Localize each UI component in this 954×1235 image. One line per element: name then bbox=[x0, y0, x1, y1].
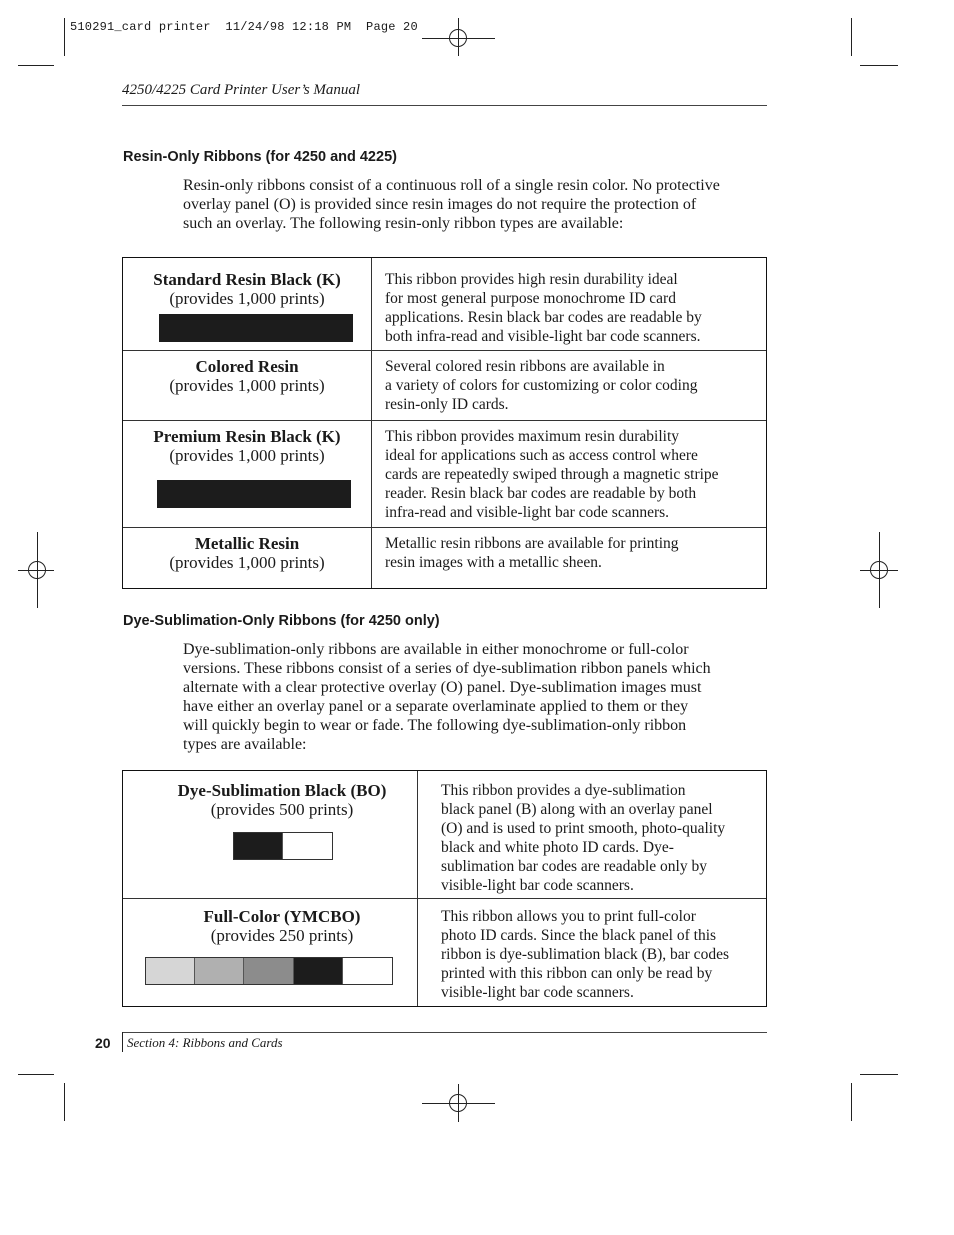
black-panel bbox=[159, 314, 353, 342]
black-panel bbox=[157, 480, 351, 508]
cyan-panel bbox=[244, 958, 293, 984]
table-row bbox=[123, 527, 766, 589]
footer-rule bbox=[122, 1032, 767, 1033]
bo-ribbon-swatch bbox=[233, 832, 333, 860]
ribbon-description: This ribbon provides maximum resin durability ideal for applications such as access control where cards are repeatedly swiped through a magnetic stripe reader. Resin black bar codes are readable by both infra-read and visible-light bar code scanners. bbox=[385, 428, 719, 521]
ribbon-name: Colored Resin bbox=[195, 357, 299, 376]
dye-sub-ribbon-table bbox=[122, 770, 767, 1007]
header-rule bbox=[122, 105, 767, 106]
black-panel bbox=[294, 958, 343, 984]
table-row bbox=[123, 420, 766, 528]
black-ribbon-swatch bbox=[159, 314, 353, 342]
ribbon-prints: (provides 1,000 prints) bbox=[169, 446, 325, 465]
ribbon-description: Metallic resin ribbons are available for printing resin images with a metallic sheen. bbox=[385, 535, 679, 571]
resin-intro-paragraph: Resin-only ribbons consist of a continuous roll of a single resin color. No protective overlay panel (O) is provided since resin images do not require the protection of such an overlay. The following resin-only ribbon types are available: bbox=[183, 177, 720, 232]
ribbon-description: This ribbon provides high resin durability ideal for most general purpose monochrome ID card applications. Resin black bar codes are readable by both infra-read and visible-light bar code scanners. bbox=[385, 271, 702, 345]
black-ribbon-swatch bbox=[157, 480, 351, 508]
footer-divider bbox=[122, 1032, 123, 1052]
table-row bbox=[123, 350, 766, 421]
ribbon-name: Standard Resin Black (K) bbox=[153, 270, 341, 289]
resin-ribbon-table bbox=[122, 257, 767, 589]
ribbon-description: Several colored resin ribbons are available in a variety of colors for customizing or color coding resin-only ID cards. bbox=[385, 358, 698, 413]
ribbon-name: Metallic Resin bbox=[194, 534, 300, 553]
printer-slug-line: 510291_card printer 11/24/98 12:18 PM Page 20 bbox=[70, 20, 418, 34]
ribbon-prints: (provides 500 prints) bbox=[210, 800, 354, 819]
ymcbo-ribbon-swatch bbox=[145, 957, 393, 985]
ribbon-description: This ribbon allows you to print full-color photo ID cards. Since the black panel of this ribbon is dye-sublimation black (B), bar codes printed with this ribbon can only be read by visible-light bar code scanners. bbox=[441, 908, 729, 1001]
overlay-panel bbox=[283, 833, 332, 859]
page-number: 20 bbox=[95, 1035, 111, 1051]
overlay-panel bbox=[343, 958, 392, 984]
section-title-dye-sub: Dye-Sublimation-Only Ribbons (for 4250 only) bbox=[123, 613, 440, 629]
running-head: 4250/4225 Card Printer User’s Manual bbox=[122, 82, 361, 98]
ribbon-prints: (provides 250 prints) bbox=[210, 926, 354, 945]
black-panel bbox=[234, 833, 283, 859]
table-row bbox=[123, 771, 766, 898]
table-row bbox=[123, 898, 766, 1007]
table-row bbox=[123, 258, 766, 350]
ribbon-description: This ribbon provides a dye-sublimation black panel (B) along with an overlay panel (O) and is used to print smooth, photo-quality black and white photo ID cards. Dye- sublimation bar codes are readable only by visible-light bar code scanners. bbox=[441, 782, 726, 894]
ribbon-prints: (provides 1,000 prints) bbox=[169, 553, 325, 572]
ribbon-name: Dye-Sublimation Black (BO) bbox=[177, 781, 387, 800]
ribbon-prints: (provides 1,000 prints) bbox=[169, 289, 325, 308]
dye-sub-intro-paragraph: Dye-sublimation-only ribbons are available in either monochrome or full-color versions. These ribbons consist of a series of dye-sublimation ribbon panels which alternate with a clear protective overlay (O) panel. Dye-sublimation images must have either an overlay panel or a separate overlaminate applied to them or they will quickly begin to wear or fade. The following dye-sublimation-only ribbon types are available: bbox=[183, 641, 711, 753]
ribbon-name: Premium Resin Black (K) bbox=[153, 427, 341, 446]
ribbon-prints: (provides 1,000 prints) bbox=[169, 376, 325, 395]
ribbon-name: Full-Color (YMCBO) bbox=[203, 907, 361, 926]
yellow-panel bbox=[146, 958, 195, 984]
magenta-panel bbox=[195, 958, 244, 984]
section-title-resin: Resin-Only Ribbons (for 4250 and 4225) bbox=[123, 149, 397, 165]
footer-section: Section 4: Ribbons and Cards bbox=[127, 1035, 283, 1050]
